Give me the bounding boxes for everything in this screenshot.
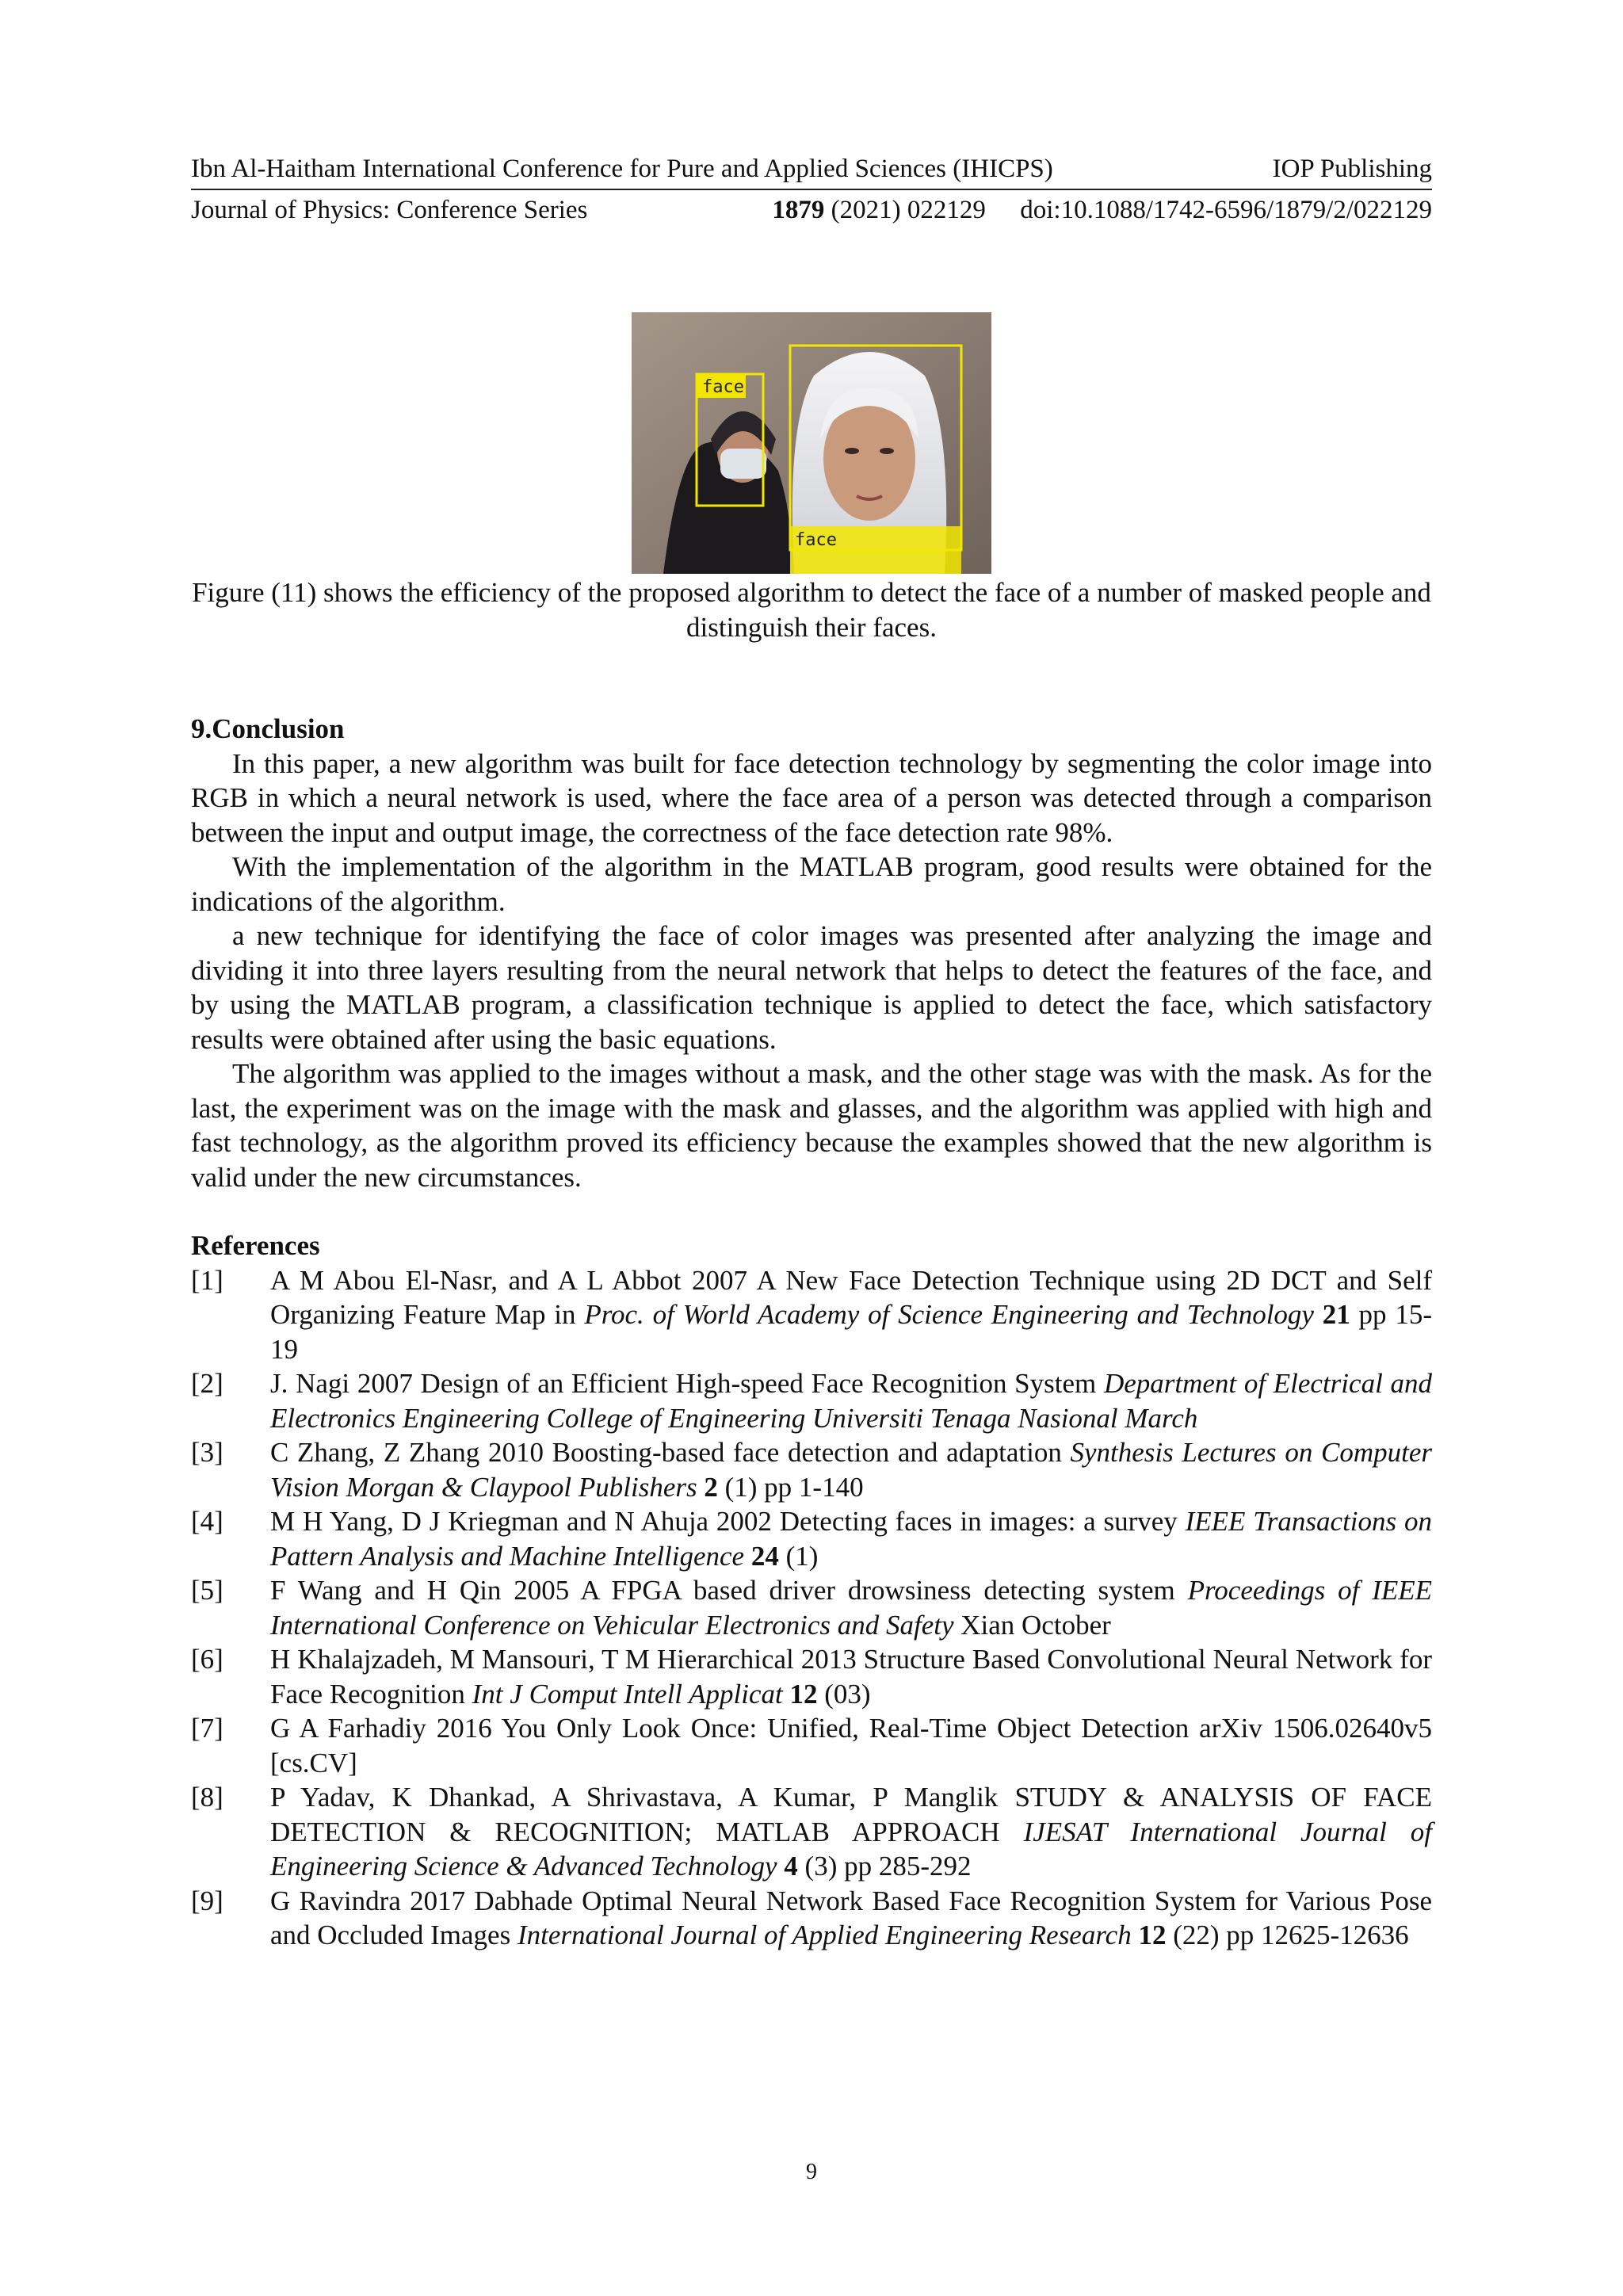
face-label-small: face [702,377,744,397]
ref-volume: 2 [697,1471,718,1503]
reference-number: [8] [191,1782,223,1813]
reference-item [191,1504,1432,1573]
ref-pages: (3) pp 285-292 [797,1851,972,1881]
figure-caption: Figure (11) shows the efficiency of the proposed algorithm to detect the face of a number of masked people and distinguish their faces. [192,577,1431,643]
ref-pages: pp 15-19 [270,1299,1433,1365]
eye-right [880,448,894,454]
conclusion-heading: 9.Conclusion [191,713,345,744]
reference-item [191,1884,1432,1953]
ref-authors-title: A M Abou El-Nasr, and A L Abbot 2007 A New Face Detection Technique using 2D DCT and Self Organizing Feature Map in [270,1264,1432,1330]
face-label-large: face [795,530,837,550]
ref-volume: 21 [1313,1299,1350,1330]
volume-info [772,190,985,230]
doi: doi:10.1088/1742-6596/1879/2/022129 [1020,196,1432,224]
ref-venue: IEEE Transactions on Pattern Analysis and Machine Intelligence [270,1506,1432,1572]
conclusion-paragraph: a new technique for identifying the face of color images was presented after analyzing the image and dividing it into three layers resulting from the neural network that helps to detect the features of the face, and by using the MATLAB program, a classification technique is applied to detect the face, which satisfactory results were obtained after using the basic equations. [191,920,1432,1055]
ref-venue: Synthesis Lectures on Computer Vision Morgan & Claypool Publishers [270,1437,1432,1503]
reference-text [270,1780,1432,1884]
ref-volume: 24 [744,1540,779,1572]
reference-text [270,1573,1432,1642]
reference-text [270,1435,1432,1504]
ref-authors-title: J. Nagi 2007 Design of an Efficient High-speed Face Recognition System [270,1368,1104,1399]
reference-number: [2] [191,1368,223,1399]
ref-authors-title: C Zhang, Z Zhang 2010 Boosting-based face detection and adaptation [270,1437,1071,1468]
ref-pages: (1) [778,1540,819,1572]
ref-venue: Department of Electrical and Electronics Engineering College of Engineering Universiti Tenaga Nasional March [270,1368,1433,1434]
journal-name: Journal of Physics: Conference Series [191,196,588,224]
ref-venue: IJESAT International Journal of Engineering Science & Advanced Technology [270,1816,1432,1881]
reference-item [191,1435,1432,1504]
reference-item [191,1780,1432,1884]
volume-number: 1879 [772,196,825,224]
ref-authors-title: F Wang and H Qin 2005 A FPGA based driver drowsiness detecting system [270,1575,1188,1606]
ref-pages: (03) [817,1678,871,1710]
reference-item [191,1573,1432,1642]
ref-authors-title: G A Farhadiy 2016 You Only Look Once: Unified, Real-Time Object Detection arXiv 1506.02640v5 [cs.CV] [270,1713,1432,1778]
header-row-journal [191,190,1432,230]
figure-11-photo [632,312,991,574]
ref-pages: (1) pp 1-140 [717,1471,864,1503]
ref-volume: 12 [782,1678,818,1710]
ref-authors-title: G Ravindra 2017 Dabhade Optimal Neural Network Based Face Recognition System for Various Pose and Occluded Images [270,1885,1432,1950]
reference-text [270,1642,1432,1711]
ref-venue: Proceedings of IEEE International Conference on Vehicular Electronics and Safety [270,1575,1432,1641]
ref-volume: 4 [777,1851,798,1881]
ref-authors-title: H Khalajzadeh, M Mansouri, T M Hierarchical 2013 Structure Based Convolutional Neural Network for Face Recognition [270,1644,1432,1710]
ref-authors-title: P Yadav, K Dhankad, A Shrivastava, A Kumar, P Manglik STUDY & ANALYSIS OF FACE DETECTION & RECOGNITION; MATLAB APPROACH [270,1782,1432,1847]
conclusion-paragraph: With the implementation of the algorithm in the MATLAB program, good results were obtained for the indications of the algorithm. [191,851,1432,917]
reference-number: [7] [191,1713,223,1744]
ref-authors-title: M H Yang, D J Kriegman and N Ahuja 2002 Detecting faces in images: a survey [270,1506,1186,1537]
header-row-conference [191,149,1432,190]
reference-number: [1] [191,1264,223,1296]
reference-item [191,1366,1432,1435]
ref-pages: Xian October [953,1609,1111,1641]
reference-item [191,1642,1432,1711]
masked-faces-illustration [632,312,991,574]
reference-number: [6] [191,1644,223,1675]
reference-number: [9] [191,1885,223,1916]
reference-text [270,1263,1432,1367]
ref-venue: Int J Comput Intell Applicat [472,1678,783,1710]
main-text [191,712,1432,1953]
reference-number: [3] [191,1437,223,1468]
conclusion-paragraph: In this paper, a new algorithm was built for face detection technology by segmenting the color image into RGB in which a neural network is used, where the face area of a person was detected through a comparison between the input and output image, the correctness of the face detection rate 98%. [191,747,1432,848]
reference-text [270,1504,1432,1573]
ref-venue: Proc. of World Academy of Science Engineering and Technology [584,1299,1314,1330]
reference-item [191,1711,1432,1780]
reference-item [191,1263,1432,1367]
reference-text [270,1884,1432,1953]
ref-volume: 12 [1131,1920,1167,1950]
eye-left [845,448,859,454]
reference-number: [4] [191,1506,223,1537]
conclusion-paragraph: The algorithm was applied to the images without a mask, and the other stage was with the mask. As for the last, the experiment was on the image with the mask and glasses, and the algorithm was applied with high and fast technology, as the algorithm proved its efficiency because the examples showed that the new algorithm is valid under the new circumstances. [191,1058,1432,1193]
reference-text [270,1711,1432,1780]
publisher-name: IOP Publishing [1272,155,1432,183]
year-issue: (2021) 022129 [831,196,986,224]
references-heading: References [191,1230,320,1261]
page-number: 9 [806,2160,817,2184]
ref-pages: (22) pp 12625-12636 [1166,1920,1409,1950]
reference-text [270,1366,1432,1435]
conference-name: Ibn Al-Haitham International Conference for Pure and Applied Sciences (IHICPS) [191,155,1053,183]
running-header [191,149,1432,230]
person-left-mask [720,449,766,479]
reference-number: [5] [191,1575,223,1606]
ref-venue: International Journal of Applied Engineering Research [517,1920,1132,1950]
